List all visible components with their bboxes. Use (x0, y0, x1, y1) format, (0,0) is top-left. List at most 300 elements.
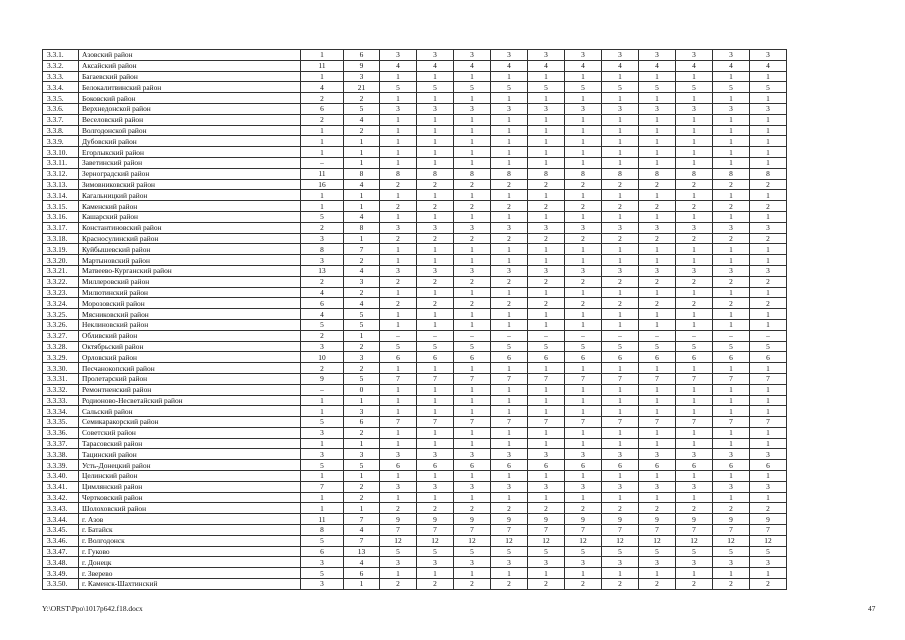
value-cell: – (713, 330, 750, 341)
value-cell: 2 (602, 201, 639, 212)
value-cell: 1 (602, 568, 639, 579)
value-cell: 3 (750, 481, 787, 492)
value-cell: 12 (602, 535, 639, 546)
value-cell: 1 (639, 395, 676, 406)
table-row (43, 449, 787, 460)
value-cell: 7 (750, 417, 787, 428)
value-cell: 2 (417, 276, 454, 287)
value-cell: 1 (602, 136, 639, 147)
value-cell: 1 (565, 125, 602, 136)
value-cell: 3 (565, 449, 602, 460)
value-cell: 3 (565, 481, 602, 492)
value-cell: 9 (454, 514, 491, 525)
table-row (43, 557, 787, 568)
value-cell: 1 (750, 244, 787, 255)
value-cell: 1 (713, 427, 750, 438)
value-cell: 1 (676, 568, 713, 579)
value-cell: 1 (344, 147, 380, 158)
value-cell: 7 (417, 525, 454, 536)
value-cell: 2 (713, 579, 750, 590)
value-cell: 6 (417, 460, 454, 471)
value-cell: 3 (565, 103, 602, 114)
value-cell: – (750, 330, 787, 341)
value-cell: 3 (301, 255, 344, 266)
value-cell: 3 (417, 222, 454, 233)
value-cell: 9 (713, 514, 750, 525)
value-cell: 1 (713, 568, 750, 579)
value-cell: 1 (713, 395, 750, 406)
row-number-cell: 3.3.8. (43, 125, 79, 136)
value-cell: 7 (454, 525, 491, 536)
value-cell: 2 (417, 179, 454, 190)
value-cell: 11 (301, 60, 344, 71)
value-cell: 5 (301, 211, 344, 222)
value-cell: 1 (454, 287, 491, 298)
value-cell: 2 (565, 579, 602, 590)
value-cell: 3 (454, 265, 491, 276)
row-number-cell: 3.3.12. (43, 168, 79, 179)
value-cell: 10 (301, 352, 344, 363)
value-cell: 2 (454, 503, 491, 514)
value-cell: 5 (380, 341, 417, 352)
district-name-cell: Обливский район (79, 330, 301, 341)
value-cell: 1 (676, 136, 713, 147)
value-cell: 1 (380, 147, 417, 158)
value-cell: 2 (454, 276, 491, 287)
value-cell: 2 (676, 179, 713, 190)
value-cell: 6 (565, 460, 602, 471)
value-cell: 1 (491, 363, 528, 374)
value-cell: 1 (676, 114, 713, 125)
value-cell: 1 (528, 71, 565, 82)
district-name-cell: Чертковский район (79, 492, 301, 503)
district-name-cell: Константиновский район (79, 222, 301, 233)
table-row (43, 179, 787, 190)
value-cell: 3 (602, 481, 639, 492)
value-cell: 5 (454, 82, 491, 93)
value-cell: 1 (565, 406, 602, 417)
value-cell: 6 (380, 352, 417, 363)
value-cell: 1 (639, 93, 676, 104)
value-cell: 6 (344, 417, 380, 428)
value-cell: 5 (491, 82, 528, 93)
value-cell: 7 (676, 417, 713, 428)
value-cell: 1 (454, 319, 491, 330)
district-name-cell: Орловский район (79, 352, 301, 363)
value-cell: 3 (301, 427, 344, 438)
value-cell: 16 (301, 179, 344, 190)
value-cell: 2 (454, 233, 491, 244)
value-cell: 1 (639, 147, 676, 158)
value-cell: 3 (491, 481, 528, 492)
value-cell: 2 (639, 298, 676, 309)
value-cell: 9 (565, 514, 602, 525)
row-number-cell: 3.3.50. (43, 579, 79, 590)
value-cell: 1 (713, 211, 750, 222)
value-cell: 6 (676, 352, 713, 363)
value-cell: 5 (417, 341, 454, 352)
value-cell: 6 (380, 460, 417, 471)
value-cell: 7 (639, 373, 676, 384)
value-cell: 4 (491, 60, 528, 71)
value-cell: 1 (602, 93, 639, 104)
value-cell: 3 (602, 557, 639, 568)
value-cell: 1 (491, 471, 528, 482)
value-cell: 1 (491, 93, 528, 104)
value-cell: 1 (565, 384, 602, 395)
value-cell: 1 (565, 157, 602, 168)
value-cell: 5 (713, 546, 750, 557)
value-cell: 5 (676, 341, 713, 352)
value-cell: 7 (565, 525, 602, 536)
value-cell: 3 (380, 222, 417, 233)
value-cell: 3 (750, 50, 787, 61)
value-cell: 2 (565, 276, 602, 287)
value-cell: 2 (676, 579, 713, 590)
value-cell: 1 (528, 471, 565, 482)
value-cell: 3 (639, 481, 676, 492)
value-cell: – (491, 330, 528, 341)
district-name-cell: Волгодонской район (79, 125, 301, 136)
value-cell: 5 (602, 546, 639, 557)
value-cell: 1 (454, 114, 491, 125)
value-cell: 1 (491, 406, 528, 417)
table-row (43, 233, 787, 244)
value-cell: 1 (602, 157, 639, 168)
value-cell: 6 (301, 298, 344, 309)
value-cell: 6 (417, 352, 454, 363)
value-cell: 5 (301, 460, 344, 471)
value-cell: 1 (528, 427, 565, 438)
value-cell: 1 (639, 492, 676, 503)
value-cell: 3 (676, 222, 713, 233)
district-name-cell: Красносулинский район (79, 233, 301, 244)
value-cell: 12 (750, 535, 787, 546)
value-cell: 1 (454, 255, 491, 266)
district-name-cell: Семикаракорский район (79, 417, 301, 428)
value-cell: 5 (491, 341, 528, 352)
value-cell: 1 (565, 309, 602, 320)
value-cell: 1 (417, 125, 454, 136)
district-name-cell: Родионово-Несветайский район (79, 395, 301, 406)
row-number-cell: 3.3.4. (43, 82, 79, 93)
value-cell: 1 (713, 157, 750, 168)
value-cell: 2 (380, 201, 417, 212)
value-cell: 2 (713, 179, 750, 190)
value-cell: 1 (750, 568, 787, 579)
value-cell: 2 (528, 179, 565, 190)
value-cell: 3 (676, 557, 713, 568)
value-cell: 4 (454, 60, 491, 71)
value-cell: 6 (602, 352, 639, 363)
value-cell: 1 (380, 93, 417, 104)
table-row (43, 492, 787, 503)
table-row (43, 114, 787, 125)
value-cell: 2 (301, 276, 344, 287)
value-cell: 5 (491, 546, 528, 557)
value-cell: 1 (713, 244, 750, 255)
value-cell: 3 (491, 557, 528, 568)
value-cell: 5 (301, 319, 344, 330)
value-cell: 1 (713, 309, 750, 320)
value-cell: 1 (380, 244, 417, 255)
value-cell: 2 (639, 179, 676, 190)
value-cell: 3 (565, 265, 602, 276)
value-cell: 2 (713, 201, 750, 212)
value-cell: 3 (676, 481, 713, 492)
value-cell: 5 (528, 546, 565, 557)
district-name-cell: Морозовский район (79, 298, 301, 309)
row-number-cell: 3.3.49. (43, 568, 79, 579)
value-cell: 1 (344, 136, 380, 147)
value-cell: 5 (528, 341, 565, 352)
value-cell: 1 (565, 363, 602, 374)
row-number-cell: 3.3.6. (43, 103, 79, 114)
value-cell: 1 (454, 471, 491, 482)
value-cell: 1 (454, 147, 491, 158)
value-cell: 2 (713, 276, 750, 287)
value-cell: 6 (639, 352, 676, 363)
value-cell: 3 (528, 265, 565, 276)
value-cell: 1 (344, 503, 380, 514)
value-cell: 1 (528, 319, 565, 330)
value-cell: 4 (676, 60, 713, 71)
value-cell: 5 (380, 546, 417, 557)
district-name-cell: Ремонтненский район (79, 384, 301, 395)
value-cell: 1 (454, 309, 491, 320)
value-cell: 9 (676, 514, 713, 525)
row-number-cell: 3.3.7. (43, 114, 79, 125)
value-cell: 2 (602, 298, 639, 309)
value-cell: 1 (417, 384, 454, 395)
value-cell: 7 (750, 525, 787, 536)
value-cell: 1 (713, 125, 750, 136)
value-cell: 7 (417, 417, 454, 428)
value-cell: 7 (750, 373, 787, 384)
value-cell: 1 (454, 427, 491, 438)
district-name-cell: Песчанокопский район (79, 363, 301, 374)
value-cell: 2 (565, 201, 602, 212)
row-number-cell: 3.3.1. (43, 50, 79, 61)
value-cell: 3 (301, 233, 344, 244)
district-name-cell: Кагальницкий район (79, 190, 301, 201)
value-cell: 1 (750, 255, 787, 266)
value-cell: 3 (639, 449, 676, 460)
value-cell: 1 (417, 71, 454, 82)
value-cell: 1 (639, 125, 676, 136)
value-cell: 1 (676, 93, 713, 104)
table-row (43, 546, 787, 557)
value-cell: 5 (602, 82, 639, 93)
value-cell: 3 (565, 557, 602, 568)
value-cell: 3 (344, 406, 380, 417)
value-cell: 1 (454, 93, 491, 104)
value-cell: 3 (602, 222, 639, 233)
value-cell: 2 (639, 233, 676, 244)
value-cell: 1 (491, 395, 528, 406)
value-cell: 1 (750, 492, 787, 503)
table-row (43, 319, 787, 330)
value-cell: 1 (639, 319, 676, 330)
table-row (43, 157, 787, 168)
value-cell: 1 (713, 190, 750, 201)
value-cell: 2 (417, 503, 454, 514)
value-cell: 7 (491, 373, 528, 384)
value-cell: 1 (565, 93, 602, 104)
district-name-cell: Мартыновский район (79, 255, 301, 266)
value-cell: 3 (344, 71, 380, 82)
value-cell: 2 (380, 179, 417, 190)
value-cell: 1 (380, 406, 417, 417)
value-cell: 1 (676, 244, 713, 255)
value-cell: 1 (750, 93, 787, 104)
value-cell: 3 (417, 557, 454, 568)
value-cell: 2 (639, 201, 676, 212)
value-cell: 1 (417, 492, 454, 503)
value-cell: 1 (713, 114, 750, 125)
table-row (43, 222, 787, 233)
value-cell: 2 (454, 179, 491, 190)
value-cell: 1 (713, 384, 750, 395)
value-cell: 2 (602, 503, 639, 514)
value-cell: 1 (417, 255, 454, 266)
value-cell: 1 (676, 319, 713, 330)
value-cell: 3 (301, 579, 344, 590)
value-cell: 2 (676, 233, 713, 244)
value-cell: 8 (602, 168, 639, 179)
row-number-cell: 3.3.10. (43, 147, 79, 158)
value-cell: 1 (417, 136, 454, 147)
value-cell: 7 (344, 244, 380, 255)
value-cell: 1 (417, 244, 454, 255)
row-number-cell: 3.3.20. (43, 255, 79, 266)
value-cell: 2 (380, 503, 417, 514)
value-cell: 1 (676, 438, 713, 449)
value-cell: 1 (750, 427, 787, 438)
district-name-cell: Дубовский район (79, 136, 301, 147)
value-cell: 6 (491, 460, 528, 471)
value-cell: 7 (380, 525, 417, 536)
row-number-cell: 3.3.33. (43, 395, 79, 406)
value-cell: 1 (565, 287, 602, 298)
table-row (43, 363, 787, 374)
value-cell: 5 (528, 82, 565, 93)
value-cell: 7 (602, 373, 639, 384)
value-cell: 1 (676, 384, 713, 395)
table-row (43, 244, 787, 255)
row-number-cell: 3.3.44. (43, 514, 79, 525)
value-cell: 1 (301, 503, 344, 514)
value-cell: 5 (750, 341, 787, 352)
value-cell: 1 (676, 211, 713, 222)
table-row (43, 60, 787, 71)
district-name-cell: Зерноградский район (79, 168, 301, 179)
value-cell: 1 (380, 71, 417, 82)
value-cell: 2 (528, 201, 565, 212)
value-cell: 1 (639, 114, 676, 125)
value-cell: 8 (676, 168, 713, 179)
value-cell: 1 (491, 71, 528, 82)
row-number-cell: 3.3.18. (43, 233, 79, 244)
value-cell: 7 (344, 535, 380, 546)
value-cell: 3 (713, 449, 750, 460)
value-cell: 2 (417, 579, 454, 590)
value-cell: 1 (344, 395, 380, 406)
value-cell: 1 (750, 309, 787, 320)
value-cell: 3 (713, 481, 750, 492)
value-cell: 7 (602, 417, 639, 428)
value-cell: 1 (565, 471, 602, 482)
value-cell: 1 (676, 190, 713, 201)
value-cell: 6 (750, 352, 787, 363)
value-cell: 1 (639, 71, 676, 82)
value-cell: 5 (301, 417, 344, 428)
value-cell: 1 (713, 71, 750, 82)
district-name-cell: г. Гуково (79, 546, 301, 557)
value-cell: 7 (528, 525, 565, 536)
value-cell: 1 (344, 157, 380, 168)
row-number-cell: 3.3.19. (43, 244, 79, 255)
value-cell: – (301, 157, 344, 168)
value-cell: 1 (750, 114, 787, 125)
value-cell: 2 (491, 503, 528, 514)
value-cell: 1 (528, 309, 565, 320)
value-cell: 3 (676, 265, 713, 276)
value-cell: – (528, 330, 565, 341)
value-cell: 7 (528, 373, 565, 384)
value-cell: 7 (676, 525, 713, 536)
value-cell: 1 (750, 471, 787, 482)
value-cell: 3 (454, 557, 491, 568)
value-cell: 4 (301, 287, 344, 298)
footer-file-path: Y:\ORST\Ppo\1017p642.f18.docx (42, 604, 143, 613)
value-cell: 1 (565, 114, 602, 125)
value-cell: 1 (750, 136, 787, 147)
value-cell: 2 (750, 201, 787, 212)
value-cell: 4 (602, 60, 639, 71)
value-cell: 2 (344, 363, 380, 374)
value-cell: 2 (454, 298, 491, 309)
page-number: 47 (868, 604, 876, 613)
value-cell: 1 (528, 363, 565, 374)
district-name-cell: Милютинский район (79, 287, 301, 298)
value-cell: 5 (602, 341, 639, 352)
value-cell: 8 (713, 168, 750, 179)
value-cell: 2 (602, 179, 639, 190)
value-cell: 1 (491, 147, 528, 158)
value-cell: 3 (639, 265, 676, 276)
value-cell: 3 (417, 103, 454, 114)
value-cell: 2 (528, 276, 565, 287)
value-cell: 7 (713, 525, 750, 536)
value-cell: 2 (301, 93, 344, 104)
table-row (43, 71, 787, 82)
table-row (43, 417, 787, 428)
value-cell: 1 (602, 406, 639, 417)
value-cell: 3 (713, 557, 750, 568)
value-cell: 7 (454, 373, 491, 384)
value-cell: 1 (301, 71, 344, 82)
value-cell: 3 (676, 449, 713, 460)
district-name-cell: Целинский район (79, 471, 301, 482)
value-cell: 4 (565, 60, 602, 71)
value-cell: 7 (639, 525, 676, 536)
value-cell: 1 (417, 471, 454, 482)
value-cell: 6 (528, 460, 565, 471)
value-cell: 1 (417, 438, 454, 449)
value-cell: 6 (491, 352, 528, 363)
value-cell: 1 (750, 125, 787, 136)
